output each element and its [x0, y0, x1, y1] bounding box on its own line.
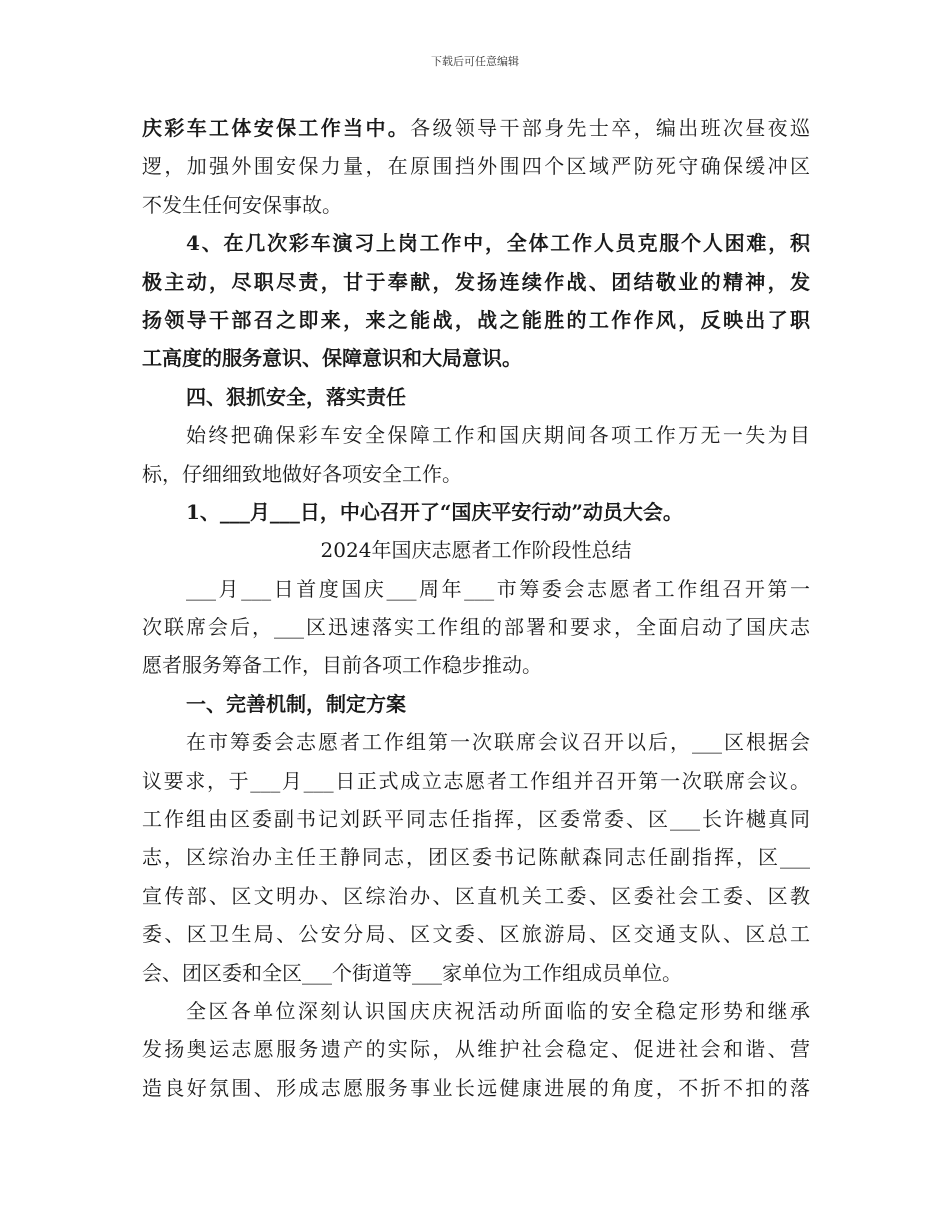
paragraph-line: 在市筹委会志愿者工作组第一次联席会议召开以后，___区根据会 — [186, 730, 810, 755]
paragraph-line: 愿者服务筹备工作，目前各项工作稳步推动。 — [142, 653, 542, 678]
paragraph-line-bold: 极主动，尽职尽责，甘于奉献，发扬连续作战、团结敬业的精神，发 — [142, 269, 810, 294]
paragraph-line: 始终把确保彩车安全保障工作和国庆期间各项工作万无一失为目 — [186, 423, 810, 448]
page-header-note: 下载后可任意编辑 — [431, 55, 519, 68]
paragraph-line: 委、区卫生局、公安分局、区文委、区旅游局、区交通支队、区总工 — [142, 922, 810, 947]
paragraph-line-bold: 4、在几次彩车演习上岗工作中，全体工作人员克服个人困难，积 — [186, 231, 810, 256]
paragraph-line: 发扬奥运志愿服务遗产的实际，从维护社会稳定、促进社会和谐、营 — [142, 1037, 810, 1062]
paragraph-line: 工作组由区委副书记刘跃平同志任指挥，区委常委、区___长许樾真同 — [142, 807, 810, 832]
paragraph-line: 标，仔细细致地做好各项安全工作。 — [142, 461, 462, 486]
paragraph-line: 志，区综治办主任王静同志，团区委书记陈献森同志任副指挥，区___ — [142, 845, 810, 870]
bold-phrase: 庆彩车工体安保工作当中。 — [142, 116, 411, 140]
paragraph-line-bold: 工高度的服务意识、保障意识和大局意识。 — [142, 346, 522, 371]
document-title: 2024年国庆志愿者工作阶段性总结 — [320, 538, 632, 563]
paragraph-line: 会、团区委和全区___个街道等___家单位为工作组成员单位。 — [142, 960, 682, 985]
paragraph-line: 宣传部、区文明办、区综治办、区直机关工委、区委社会工委、区教 — [142, 883, 810, 908]
document-body — [142, 109, 810, 1107]
paragraph-line: 次联席会后，___区迅速落实工作组的部署和要求，全面启动了国庆志 — [142, 615, 810, 640]
paragraph-line: 全区各单位深刻认识国庆庆祝活动所面临的安全稳定形势和继承 — [186, 998, 810, 1023]
plain-phrase: 各级领导干部身先士卒，编出班次昼夜巡 — [410, 116, 810, 140]
section-heading: 四、狠抓安全，落实责任 — [186, 384, 406, 409]
paragraph-line: 不发生任何安保事故。 — [142, 192, 342, 217]
paragraph-line: 造良好氛围、形成志愿服务事业长远健康进展的角度，不折不扣的落 — [142, 1075, 810, 1100]
section-heading: 一、完善机制，制定方案 — [186, 691, 406, 716]
paragraph-line: 逻，加强外围安保力量，在原围挡外围四个区域严防死守确保缓冲区 — [142, 154, 810, 179]
paragraph-line-bold: 1、___月___日，中心召开了“国庆平安行动”动员大会。 — [186, 499, 683, 524]
paragraph-line: ___月___日首度国庆___周年___市筹委会志愿者工作组召开第一 — [186, 576, 810, 601]
paragraph-line: 议要求，于___月___日正式成立志愿者工作组并召开第一次联席会议。 — [142, 768, 810, 793]
paragraph-line-bold: 扬领导干部召之即来，来之能战，战之能胜的工作作风，反映出了职 — [142, 307, 810, 332]
paragraph-line — [142, 109, 810, 147]
